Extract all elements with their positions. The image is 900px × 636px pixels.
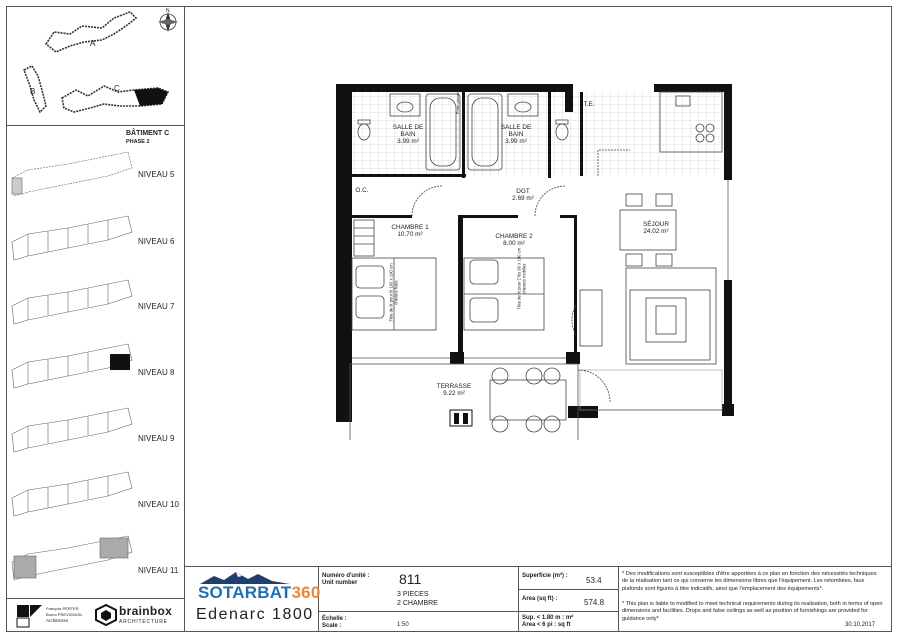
left-panel-divider — [184, 6, 185, 632]
company-name: SOTARBAT — [198, 583, 292, 602]
bath1-name: SALLE DE BAIN — [392, 124, 424, 139]
titleblock-divider — [184, 566, 892, 567]
dgt-area: 2.69 m² — [512, 195, 534, 203]
area-value: 574.8 — [584, 598, 605, 607]
note-fr: * Des modifications sont susceptibles d'être apportées à ce plan en fonction des nécessités techniques de la réalisation tant ce qui conserne les dimensions libres que l'équipement. Les retombées, faux plafonds sont figurés à titre indicatifs, ainsi que l'emplacement des équipements*. — [622, 571, 877, 592]
level-10-label[interactable]: NIVEAU 10 — [138, 500, 179, 509]
level-11-label[interactable]: NIVEAU 11 — [138, 566, 179, 575]
unit-label-en: Unit number — [322, 580, 358, 586]
bed1-name: CHAMBRE 1 — [391, 224, 429, 231]
closet-note: Porte placard — [454, 90, 460, 115]
bed1-label — [386, 224, 434, 238]
bath1-label — [390, 124, 426, 145]
surface-value: 53.4 — [586, 576, 602, 585]
area-label: Area (sq ft) : — [522, 596, 558, 602]
unit-number: 811 — [399, 571, 422, 587]
unit-pieces: 3 PIECES — [397, 591, 429, 598]
architect-role: Architectes — [46, 618, 69, 623]
site-key-plan — [10, 8, 182, 123]
bed1-bed-note: Tête de lit pour lit 160 x 190 cm chevets fixes — [388, 263, 398, 322]
level-6-label[interactable]: NIVEAU 6 — [138, 237, 175, 246]
sejour-label — [632, 221, 680, 235]
building-phase: PHASE 2 — [126, 139, 150, 145]
sup-note: Sup. < 1.80 m : m² — [522, 615, 574, 621]
tb-col-3 — [618, 566, 619, 632]
level-7-label[interactable]: NIVEAU 7 — [138, 302, 175, 311]
unit-bedrooms: 2 CHAMBRE — [397, 600, 438, 607]
sejour-area: 24.02 m² — [643, 228, 669, 236]
level-9-label[interactable]: NIVEAU 9 — [138, 434, 175, 443]
area-note: Area < 6 pi : sq ft — [522, 622, 571, 628]
te-label: T.E. — [583, 101, 595, 108]
tb-row-left — [318, 611, 518, 612]
surface-label: Superficie (m²) : — [522, 573, 568, 579]
logo-divider — [6, 598, 185, 599]
bath2-label — [498, 124, 534, 145]
bath2-area: 3.99 m² — [505, 138, 527, 146]
block-c-label: C — [114, 84, 120, 93]
oc-label: O.C. — [355, 187, 369, 194]
terrasse-name: TERRASSE — [436, 383, 472, 390]
bed2-name: CHAMBRE 2 — [495, 233, 533, 240]
drawing-date: 30.10.2017 — [845, 622, 876, 628]
scale-value: 1:50 — [397, 622, 409, 628]
terrasse-label — [430, 383, 478, 397]
architect-name-2: Bruno PREVIGNON — [46, 612, 82, 617]
tb-row-mid — [518, 589, 618, 590]
bed1-area: 10.70 m² — [397, 231, 423, 239]
company-number: 360 — [291, 583, 321, 602]
mountain-logo-icon — [200, 570, 290, 584]
block-a-label: A — [90, 39, 96, 48]
brainbox-brand: brainbox — [119, 604, 173, 618]
tb-col-2 — [518, 566, 519, 632]
scale-label-en: Scale : — [322, 623, 342, 629]
brainbox-logo-icon — [95, 604, 117, 626]
project-name: Edenarc 1800 — [196, 606, 314, 623]
dgt-name: DGT — [516, 188, 530, 195]
level-5-label[interactable]: NIVEAU 5 — [138, 170, 175, 179]
bed2-area: 8.00 m² — [503, 240, 525, 248]
note-en: * This plan is liable to modified to meet technical requirements during its realisation, both in terms of open dimensions and facilities. Drops and false ceilings as well as position of furnishings are provided for guidance only* — [622, 601, 883, 622]
north-letter: N — [166, 8, 170, 14]
unit-label-fr: Numéro d'unité : — [322, 573, 370, 579]
bath2-name: SALLE DE BAIN — [500, 124, 532, 139]
keyplan-divider — [6, 125, 185, 126]
bed2-bed-note: Tête de lit pour 2 lits 90 x 190 cm chevets mobiles — [516, 247, 526, 310]
terrasse-area: 9.22 m² — [443, 390, 465, 398]
block-b-label: B — [30, 87, 36, 96]
architect-logo-icon — [16, 604, 44, 628]
sejour-name: SÉJOUR — [643, 221, 669, 228]
brainbox-sub: ARCHITECTURE — [119, 619, 168, 625]
level-thumbnails — [8, 148, 136, 588]
dgt-label — [498, 188, 548, 202]
building-title: BÂTIMENT C — [126, 130, 170, 137]
architect-name-1: François PERTER — [46, 606, 79, 611]
level-8-label[interactable]: NIVEAU 8 — [138, 368, 175, 377]
bed2-label — [490, 233, 538, 247]
bath1-area: 3.99 m² — [397, 138, 419, 146]
company-logo — [198, 583, 320, 603]
tb-row-mid2 — [518, 611, 618, 612]
scale-label-fr: Échelle : — [322, 616, 347, 622]
